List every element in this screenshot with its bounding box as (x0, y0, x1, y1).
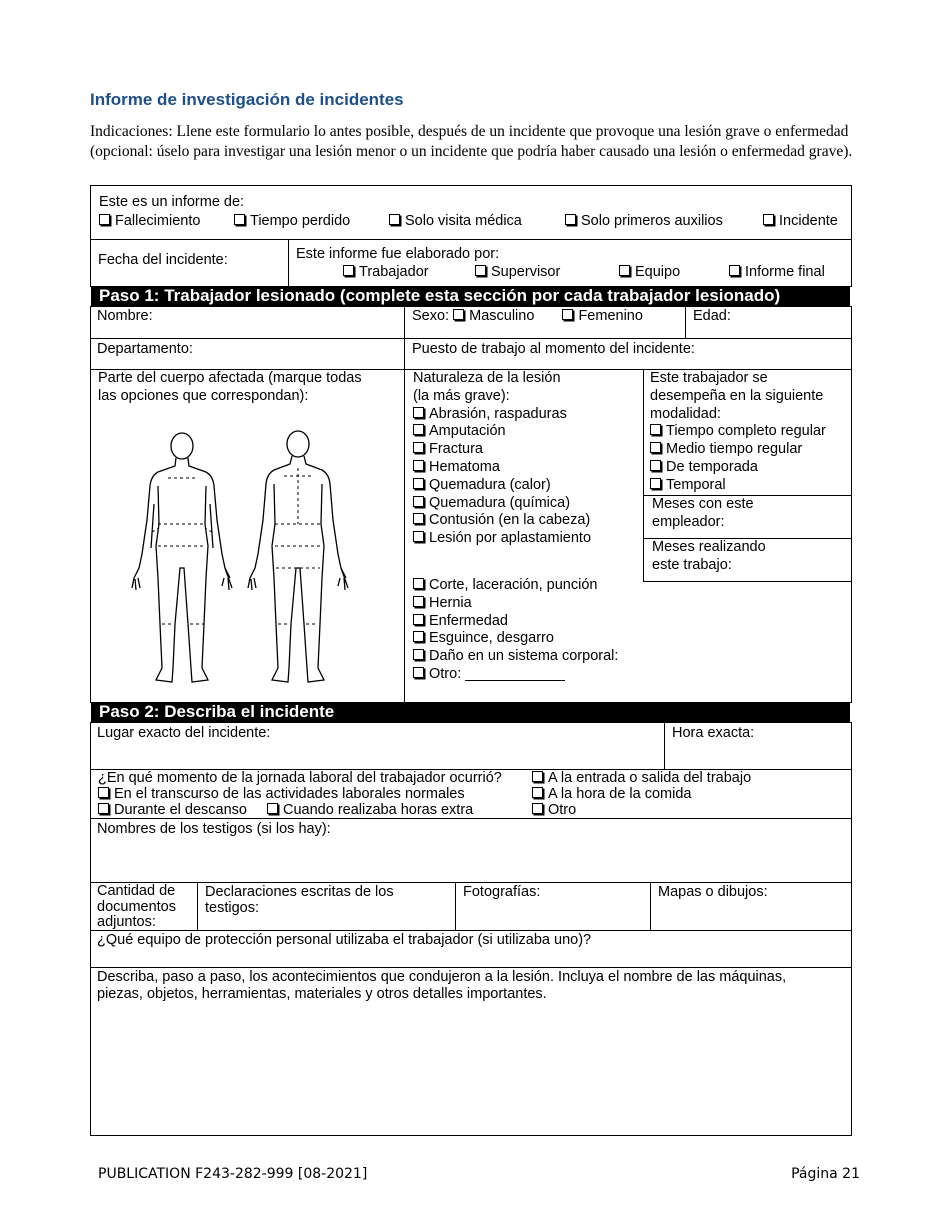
incident-date-field[interactable]: Fecha del incidente: (90, 239, 289, 287)
body-part-label: Parte del cuerpo afectada (marque todas las opciones que correspondan): (98, 370, 362, 404)
checkbox-solo-primeros-auxilios[interactable]: Solo primeros auxilios (565, 213, 723, 231)
checkbox-icon (532, 771, 543, 782)
checkbox-equipo[interactable]: Equipo (619, 264, 680, 282)
checkbox-icon (413, 460, 424, 471)
checkbox-icon (650, 460, 661, 471)
checkbox-icon (343, 265, 354, 276)
checkbox-icon (413, 478, 424, 489)
checkbox-icon (413, 614, 424, 625)
checkbox-modality[interactable]: Temporal (650, 477, 845, 495)
checkbox-injury[interactable]: Fractura (413, 441, 591, 459)
report-type-label: Este es un informe de: (99, 194, 245, 210)
checkbox-icon (413, 667, 424, 678)
incident-description-field[interactable]: Describa, paso a paso, los acontecimientos que condujeron a la lesión. Incluya el nombre de las máquinas, piezas, objetos, herramientas, materiales y otros detalles importantes. (97, 969, 787, 1002)
checkbox-injury[interactable]: Hernia (413, 595, 618, 613)
checkbox-modality[interactable]: Medio tiempo regular (650, 441, 845, 459)
checkbox-icon (98, 787, 109, 798)
checkbox-icon (565, 214, 576, 225)
checkbox-icon (413, 496, 424, 507)
step1-header: Paso 1: Trabajador lesionado (complete esta sección por cada trabajador lesionado) (91, 286, 850, 306)
department-field[interactable]: Departamento: (97, 341, 193, 357)
checkbox-injury[interactable]: Esguince, desgarro (413, 630, 618, 648)
checkbox-icon (413, 596, 424, 607)
checkbox-injury[interactable]: Corte, laceración, punción (413, 577, 618, 595)
prepared-by-section (288, 239, 852, 287)
checkbox-icon (98, 803, 109, 814)
checkbox-when[interactable]: A la hora de la comida (532, 786, 751, 802)
checkbox-injury[interactable]: Contusión (en la cabeza) (413, 512, 591, 530)
modality-section: Este trabajador se desempeña en la siguiente modalidad: Tiempo completo regular Medio tiempo regular De temporada Temporal (643, 369, 852, 496)
checkbox-icon (453, 309, 464, 320)
checkbox-when[interactable]: Durante el descanso (98, 802, 247, 818)
checkbox-modality[interactable]: Tiempo completo regular (650, 423, 845, 441)
maps-field[interactable]: Mapas o dibujos: (658, 884, 768, 900)
publication-number: PUBLICATION F243-282-999 [08-2021] (98, 1166, 368, 1182)
body-back-zones (275, 468, 321, 624)
other-injury-input[interactable] (465, 668, 565, 681)
checkbox-icon (413, 424, 424, 435)
sex-field: Sexo: Masculino Femenino (412, 308, 643, 324)
when-section-right (532, 770, 751, 818)
checkbox-injury[interactable]: Quemadura (calor) (413, 477, 591, 495)
checkbox-icon (413, 407, 424, 418)
age-field[interactable]: Edad: (693, 308, 731, 324)
checkbox-when[interactable]: Otro (532, 802, 751, 818)
injury-nature-list-continued (413, 577, 618, 684)
ppe-field[interactable]: ¿Qué equipo de protección personal utilizaba el trabajador (si utilizaba uno)? (97, 932, 592, 948)
checkbox-injury-other[interactable]: Otro: (413, 666, 618, 684)
attachments-count-field[interactable]: Cantidad de documentos adjuntos: (97, 883, 176, 930)
checkbox-icon (650, 424, 661, 435)
checkbox-injury[interactable]: Hematoma (413, 459, 591, 477)
checkbox-icon (413, 513, 424, 524)
checkbox-icon (413, 578, 424, 589)
checkbox-informe-final[interactable]: Informe final (729, 264, 825, 282)
checkbox-injury[interactable]: Enfermedad (413, 613, 618, 631)
checkbox-icon (413, 531, 424, 542)
months-employer-field[interactable]: Meses con este empleador: (643, 495, 852, 539)
checkbox-tiempo-perdido[interactable]: Tiempo perdido (234, 213, 350, 231)
checkbox-icon (763, 214, 774, 225)
checkbox-icon (729, 265, 740, 276)
checkbox-icon (619, 265, 630, 276)
page-title: Informe de investigación de incidentes (90, 90, 404, 109)
report-type-section (90, 185, 852, 240)
checkbox-icon (389, 214, 400, 225)
checkbox-when[interactable]: En el transcurso de las actividades laborales normales (98, 786, 502, 802)
checkbox-injury[interactable]: Daño en un sistema corporal: (413, 648, 618, 666)
prepared-by-label: Este informe fue elaborado por: (296, 246, 500, 262)
checkbox-icon (650, 442, 661, 453)
checkbox-icon (267, 803, 278, 814)
exact-time-field[interactable]: Hora exacta: (672, 725, 755, 741)
injury-nature-list: Naturaleza de la lesión (la más grave): Abrasión, raspaduras Amputación Fractura Hematoma Quemadura (calor) Quemadura (química) Contusión (en la cabeza) Lesión por aplastamiento (413, 370, 592, 547)
checkbox-injury[interactable]: Quemadura (química) (413, 495, 591, 513)
checkbox-icon (413, 631, 424, 642)
checkbox-fallecimiento[interactable]: Fallecimiento (99, 213, 200, 231)
location-field[interactable]: Lugar exacto del incidente: (97, 725, 271, 741)
when-section: ¿En qué momento de la jornada laboral del trabajador ocurrió? En el transcurso de las actividades laborales normales Durante el descanso Cuando realizaba horas extra (98, 770, 502, 818)
checkbox-trabajador[interactable]: Trabajador (343, 264, 429, 282)
months-job-field[interactable]: Meses realizando este trabajo: (643, 538, 852, 582)
checkbox-solo-visita-medica[interactable]: Solo visita médica (389, 213, 522, 231)
job-title-field[interactable]: Puesto de trabajo al momento del incidente: (412, 341, 695, 357)
name-field[interactable]: Nombre: (97, 308, 153, 324)
witness-statements-field[interactable]: Declaraciones escritas de los testigos: (205, 884, 394, 916)
body-front-figure (132, 433, 232, 682)
checkbox-supervisor[interactable]: Supervisor (475, 264, 560, 282)
page-number: Página 21 (791, 1166, 860, 1182)
checkbox-masculino[interactable]: Masculino (453, 308, 534, 324)
checkbox-icon (532, 803, 543, 814)
instructions: Indicaciones: Llene este formulario lo antes posible, después de un incidente que provoque una lesión grave o enfermedad (opcional: úselo para investigar una lesión menor o un incidente que podría haber causado una lesión o enfermedad grave). (90, 123, 853, 160)
checkbox-icon (413, 442, 424, 453)
checkbox-incidente[interactable]: Incidente (763, 213, 838, 231)
checkbox-femenino[interactable]: Femenino (562, 308, 642, 324)
checkbox-when[interactable]: A la entrada o salida del trabajo (532, 770, 751, 786)
checkbox-injury[interactable]: Abrasión, raspaduras (413, 406, 591, 424)
body-diagram[interactable] (118, 428, 368, 690)
checkbox-when[interactable]: Cuando realizaba horas extra (267, 802, 473, 818)
checkbox-icon (99, 214, 110, 225)
checkbox-modality[interactable]: De temporada (650, 459, 845, 477)
step2-header: Paso 2: Describa el incidente (91, 702, 850, 722)
checkbox-injury[interactable]: Lesión por aplastamiento (413, 530, 591, 548)
checkbox-icon (234, 214, 245, 225)
checkbox-icon (413, 649, 424, 660)
checkbox-injury[interactable]: Amputación (413, 423, 591, 441)
checkbox-icon (475, 265, 486, 276)
checkbox-icon (650, 478, 661, 489)
photos-field[interactable]: Fotografías: (463, 884, 541, 900)
body-front-zones (152, 478, 212, 624)
checkbox-icon (532, 787, 543, 798)
witnesses-field[interactable]: Nombres de los testigos (si los hay): (97, 821, 331, 837)
checkbox-icon (562, 309, 573, 320)
